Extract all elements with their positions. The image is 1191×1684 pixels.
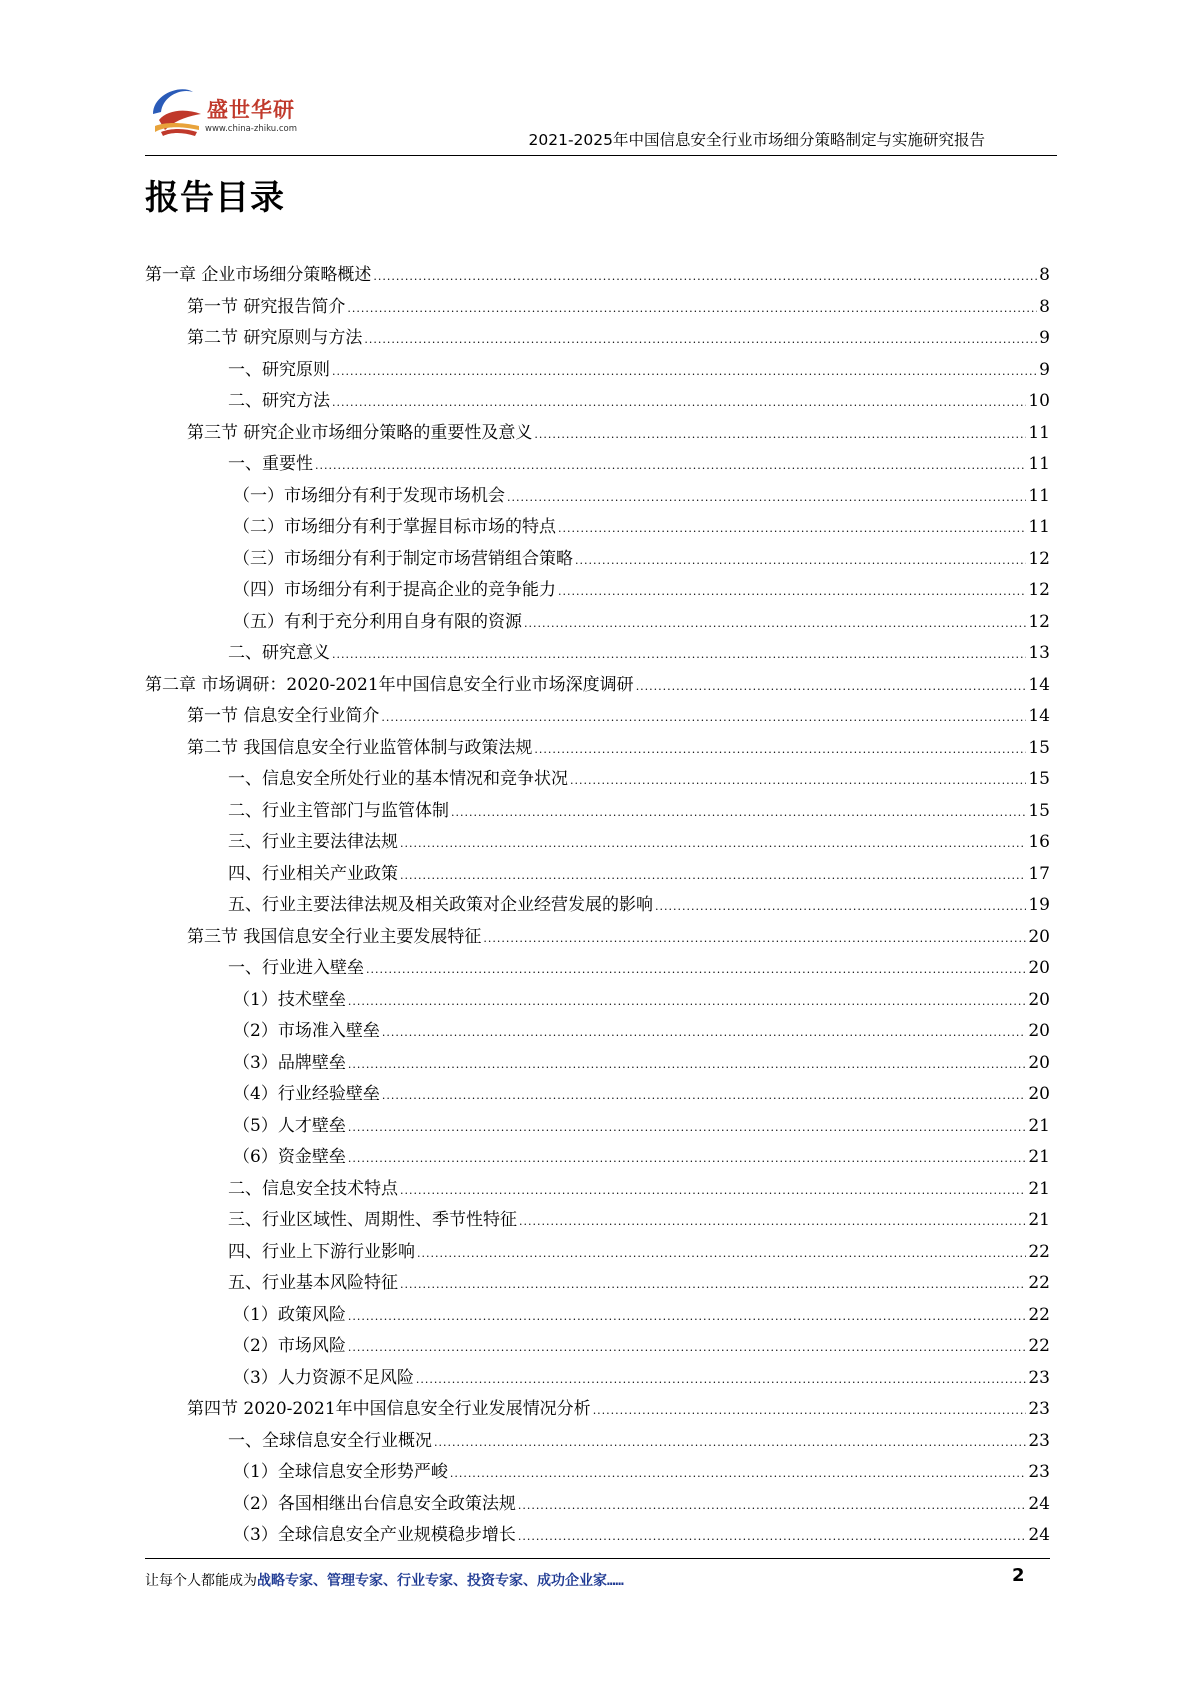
toc-page-number: 21 [1028, 1115, 1050, 1136]
toc-entry-title: （2）市场准入壁垒 [233, 1021, 380, 1041]
toc-page-number: 23 [1028, 1462, 1050, 1482]
toc-leader [575, 545, 1026, 577]
toc-leader [366, 954, 1026, 986]
toc-entry-title: 五、行业基本风险特征 [228, 1273, 398, 1293]
toc-page-number: 23 [1028, 1399, 1050, 1419]
toc-entry-title: （1）全球信息安全形势严峻 [233, 1462, 448, 1482]
toc-leader [332, 356, 1037, 388]
toc-leader [519, 1206, 1026, 1238]
toc-entry-title: （2）市场风险 [233, 1336, 346, 1356]
toc-page-number: 8 [1039, 296, 1050, 317]
toc-page-number: 21 [1028, 1178, 1050, 1199]
toc-leader [451, 797, 1026, 829]
toc-entry[interactable] [145, 575, 1050, 607]
toc-leader [332, 387, 1026, 419]
toc-entry[interactable] [145, 1520, 1050, 1552]
toc-page-number: 21 [1028, 1210, 1050, 1230]
toc-page-number: 12 [1028, 548, 1050, 569]
toc-entry[interactable] [145, 1111, 1050, 1143]
toc-entry-title: （4）行业经验壁垒 [233, 1084, 380, 1104]
toc-entry-title: 第三节 我国信息安全行业主要发展特征 [187, 926, 482, 947]
toc-entry[interactable] [145, 638, 1050, 670]
toc-entry-title: 第二节 我国信息安全行业监管体制与政策法规 [187, 737, 533, 758]
toc-entry-title: 五、行业主要法律法规及相关政策对企业经营发展的影响 [228, 895, 653, 915]
toc-entry-title: 第二章 市场调研：2020-2021年中国信息安全行业市场深度调研 [145, 674, 634, 695]
toc-leader [348, 1112, 1027, 1144]
toc-leader [416, 1364, 1027, 1396]
toc-entry-title: （四）市场细分有利于提高企业的竞争能力 [233, 580, 556, 600]
toc-page-number: 13 [1028, 643, 1050, 663]
toc-page-number: 10 [1028, 391, 1050, 411]
toc-leader [483, 923, 1026, 955]
toc-leader [524, 608, 1026, 640]
toc-leader [434, 1427, 1026, 1459]
toc-leader [382, 1080, 1027, 1112]
toc-leader [450, 1458, 1027, 1490]
toc-entry[interactable] [145, 733, 1050, 765]
toc-leader [347, 293, 1037, 325]
toc-entry-title: 四、行业相关产业政策 [228, 863, 398, 884]
toc-leader [348, 1301, 1027, 1333]
toc-page-number: 22 [1028, 1273, 1050, 1293]
toc-leader [570, 765, 1026, 797]
toc-page-number: 8 [1039, 265, 1050, 285]
toc-entry-title: 一、行业进入壁垒 [228, 958, 364, 978]
toc-entry-title: 一、信息安全所处行业的基本情况和竞争状况 [228, 769, 568, 789]
footer-divider [145, 1558, 1050, 1559]
toc-page-number: 9 [1039, 328, 1050, 348]
toc-page-number: 22 [1028, 1336, 1050, 1356]
toc-entry[interactable] [145, 386, 1050, 418]
toc-page-number: 11 [1028, 485, 1050, 506]
toc-entry-title: 一、重要性 [228, 454, 313, 474]
toc-page-number: 12 [1028, 580, 1050, 600]
toc-entry-title: （二）市场细分有利于掌握目标市场的特点 [233, 517, 556, 537]
toc-entry[interactable] [145, 481, 1050, 513]
toc-entry-title: （3）人力资源不足风险 [233, 1367, 414, 1388]
toc-leader [348, 986, 1027, 1018]
toc-leader [417, 1238, 1026, 1270]
toc-page-number: 11 [1028, 422, 1050, 443]
toc-leader [400, 860, 1026, 892]
toc-entry[interactable] [145, 1174, 1050, 1206]
toc-page-number: 23 [1028, 1367, 1050, 1388]
toc-entry-title: （1）政策风险 [233, 1304, 346, 1325]
toc-leader [558, 576, 1026, 608]
toc-entry-title: （1）技术壁垒 [233, 989, 346, 1010]
toc-leader [518, 1521, 1027, 1553]
toc-entry-title: 一、研究原则 [228, 359, 330, 380]
toc-entry[interactable] [145, 292, 1050, 324]
toc-entry[interactable] [145, 1268, 1050, 1300]
toc-entry[interactable] [145, 890, 1050, 922]
toc-entry[interactable] [145, 859, 1050, 891]
toc-entry[interactable] [145, 796, 1050, 828]
toc-entry[interactable] [145, 607, 1050, 639]
logo-wordmark: 盛世华研 [207, 98, 295, 122]
toc-entry-title: 二、信息安全技术特点 [228, 1178, 398, 1199]
toc-entry[interactable] [145, 953, 1050, 985]
toc-page-number: 17 [1028, 863, 1050, 884]
toc-page-number: 20 [1028, 926, 1050, 947]
toc-leader [382, 1017, 1027, 1049]
toc-page-number: 15 [1028, 737, 1050, 758]
toc-leader [373, 261, 1037, 293]
toc-entry-title: 二、研究方法 [228, 391, 330, 411]
toc-entry[interactable] [145, 449, 1050, 481]
toc-entry[interactable] [145, 260, 1050, 292]
table-of-contents [145, 260, 1050, 1552]
toc-entry-title: （5）人才壁垒 [233, 1115, 346, 1136]
toc-entry-title: （3）品牌壁垒 [233, 1052, 346, 1073]
logo-emblem-icon [145, 80, 207, 142]
page-number: 2 [1012, 1565, 1025, 1586]
toc-entry-title: 第一章 企业市场细分策略概述 [145, 265, 372, 285]
toc-page-number: 22 [1028, 1304, 1050, 1325]
toc-entry[interactable] [145, 670, 1050, 702]
toc-page-number: 9 [1039, 359, 1050, 380]
footer-slogan-prefix: 让每个人都能成为 [145, 1573, 257, 1589]
toc-leader [348, 1332, 1027, 1364]
toc-entry[interactable] [145, 1331, 1050, 1363]
toc-leader [364, 324, 1037, 356]
toc-leader [400, 828, 1026, 860]
toc-page-number: 14 [1028, 706, 1050, 726]
toc-entry[interactable] [145, 418, 1050, 450]
document-title: 2021-2025年中国信息安全行业市场细分策略制定与实施研究报告 [528, 131, 985, 149]
toc-entry[interactable] [145, 827, 1050, 859]
footer-slogan [145, 1570, 624, 1590]
toc-page-number: 24 [1028, 1493, 1050, 1514]
toc-entry-title: 二、研究意义 [228, 643, 330, 663]
toc-entry-title: （2）各国相继出台信息安全政策法规 [233, 1493, 516, 1514]
toc-leader [400, 1175, 1026, 1207]
toc-entry-title: （三）市场细分有利于制定市场营销组合策略 [233, 548, 573, 569]
toc-page-number: 24 [1028, 1525, 1050, 1545]
toc-leader [315, 450, 1026, 482]
toc-entry-title: 四、行业上下游行业影响 [228, 1241, 415, 1262]
toc-entry-title: （3）全球信息安全产业规模稳步增长 [233, 1525, 516, 1545]
footer-slogan-emphasis: 战略专家、管理专家、行业专家、投资专家、成功企业家…… [257, 1573, 624, 1589]
toc-entry[interactable] [145, 1426, 1050, 1458]
toc-leader [593, 1395, 1027, 1427]
toc-entry[interactable] [145, 985, 1050, 1017]
toc-page-number: 21 [1028, 1147, 1050, 1167]
toc-leader [534, 419, 1026, 451]
toc-leader [400, 1269, 1026, 1301]
toc-page-number: 15 [1028, 800, 1050, 821]
toc-entry-title: 第一节 信息安全行业简介 [187, 706, 380, 726]
toc-page-number: 12 [1028, 611, 1050, 632]
toc-page-number: 14 [1028, 674, 1050, 695]
toc-entry[interactable] [145, 1457, 1050, 1489]
toc-entry[interactable] [145, 1237, 1050, 1269]
toc-entry[interactable] [145, 1363, 1050, 1395]
toc-leader [348, 1049, 1027, 1081]
toc-page-number: 20 [1028, 1084, 1050, 1104]
toc-page-number: 20 [1028, 1021, 1050, 1041]
toc-entry[interactable] [145, 1142, 1050, 1174]
toc-page-number: 20 [1028, 958, 1050, 978]
toc-entry-title: 第三节 研究企业市场细分策略的重要性及意义 [187, 422, 533, 443]
toc-leader [381, 702, 1026, 734]
logo-url: www.china-zhiku.com [205, 124, 297, 134]
toc-entry-title: 一、全球信息安全行业概况 [228, 1430, 432, 1451]
toc-entry[interactable] [145, 1394, 1050, 1426]
toc-entry[interactable] [145, 323, 1050, 355]
toc-page-number: 19 [1028, 895, 1050, 915]
toc-entry[interactable] [145, 1016, 1050, 1048]
toc-page-number: 15 [1028, 769, 1050, 789]
toc-entry-title: 三、行业主要法律法规 [228, 832, 398, 852]
toc-entry-title: 第一节 研究报告简介 [187, 296, 346, 317]
toc-entry[interactable] [145, 512, 1050, 544]
toc-entry[interactable] [145, 764, 1050, 796]
toc-page-number: 20 [1028, 1052, 1050, 1073]
toc-page-number: 11 [1028, 454, 1050, 474]
toc-page-number: 20 [1028, 989, 1050, 1010]
toc-leader [558, 513, 1026, 545]
toc-entry[interactable] [145, 355, 1050, 387]
toc-entry[interactable] [145, 1300, 1050, 1332]
toc-leader [518, 1490, 1027, 1522]
toc-entry-title: 第二节 研究原则与方法 [187, 328, 363, 348]
page-title: 报告目录 [145, 178, 285, 218]
toc-entry[interactable] [145, 1489, 1050, 1521]
toc-entry-title: 三、行业区域性、周期性、季节性特征 [228, 1210, 517, 1230]
toc-page-number: 16 [1028, 832, 1050, 852]
toc-entry-title: （一）市场细分有利于发现市场机会 [233, 485, 505, 506]
toc-entry-title: 第四节 2020-2021年中国信息安全行业发展情况分析 [187, 1399, 591, 1419]
toc-leader [507, 482, 1026, 514]
toc-entry[interactable] [145, 1048, 1050, 1080]
toc-entry-title: （五）有利于充分利用自身有限的资源 [233, 611, 522, 632]
toc-entry[interactable] [145, 1079, 1050, 1111]
toc-page-number: 23 [1028, 1430, 1050, 1451]
toc-leader [534, 734, 1026, 766]
toc-page-number: 22 [1028, 1241, 1050, 1262]
toc-entry-title: （6）资金壁垒 [233, 1147, 346, 1167]
page-header [145, 80, 1057, 160]
header-divider [145, 155, 1057, 156]
toc-page-number: 11 [1028, 517, 1050, 537]
toc-entry[interactable] [145, 1205, 1050, 1237]
toc-entry[interactable] [145, 922, 1050, 954]
toc-entry[interactable] [145, 701, 1050, 733]
toc-leader [636, 671, 1027, 703]
toc-leader [348, 1143, 1027, 1175]
toc-leader [655, 891, 1026, 923]
company-logo [145, 80, 325, 150]
toc-leader [332, 639, 1026, 671]
toc-entry[interactable] [145, 544, 1050, 576]
toc-entry-title: 二、行业主管部门与监管体制 [228, 800, 449, 821]
